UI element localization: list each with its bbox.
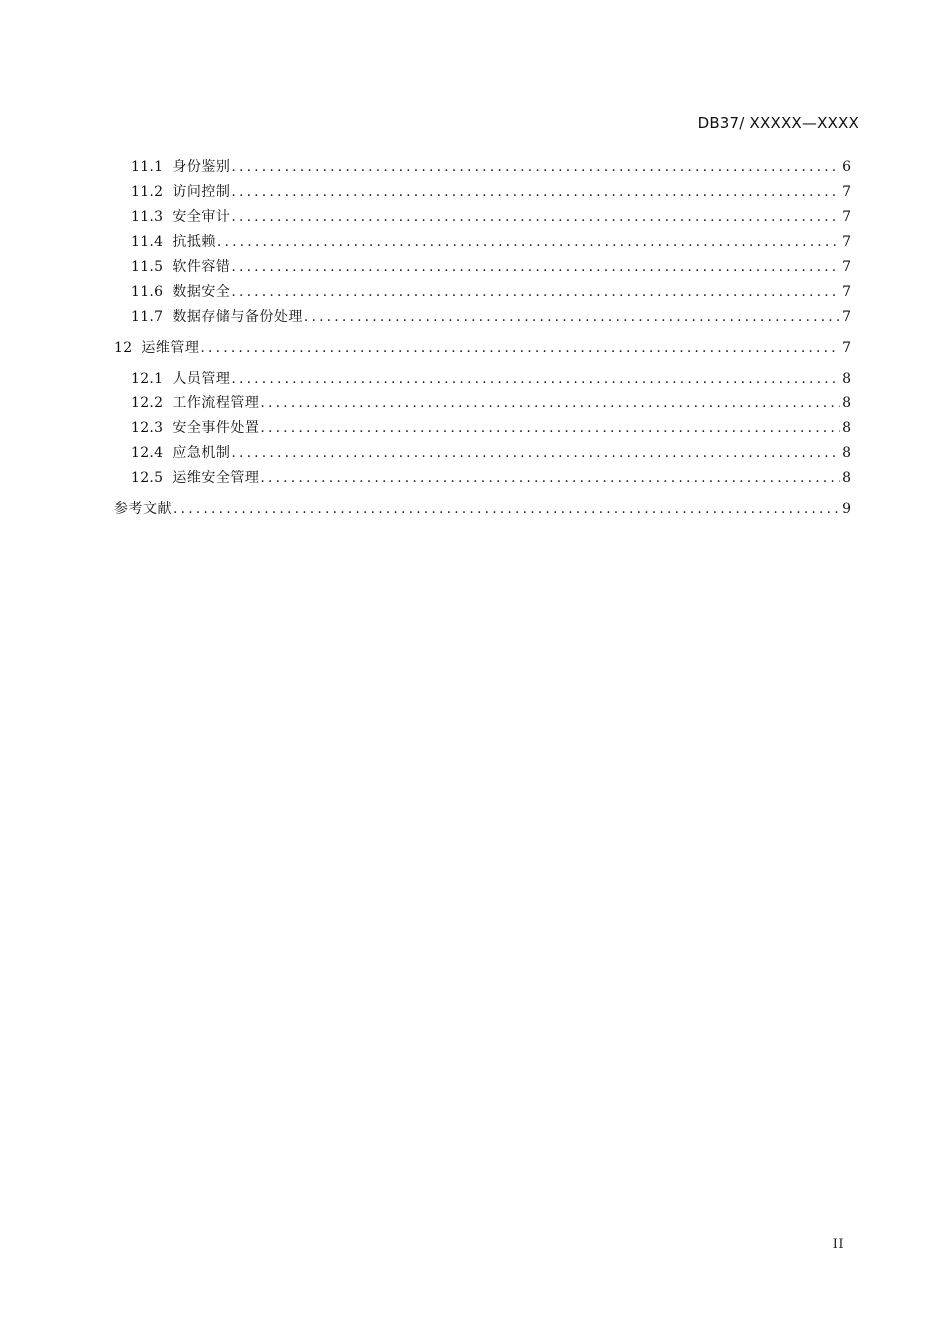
toc-entry[interactable] (0, 443, 950, 463)
toc-entry-number: 12.3 (131, 420, 164, 436)
toc-entry-page: 8 (842, 395, 851, 411)
toc-entry-page: 8 (842, 371, 851, 387)
toc-leader-dots (230, 207, 840, 227)
toc-entry-number: 12.1 (131, 371, 164, 387)
toc-entry-number: 11.7 (131, 309, 164, 325)
toc-entry-page: 7 (842, 309, 851, 325)
toc-entry-title: 访问控制 (172, 184, 231, 200)
toc-leader-dots (230, 257, 840, 277)
toc-leader-dots (230, 369, 840, 389)
toc-entry-number: 11.6 (131, 284, 164, 300)
toc-leader-dots (259, 468, 840, 488)
toc-entry-page: 7 (842, 234, 851, 250)
toc-entry-page: 8 (842, 445, 851, 461)
toc-entry-title: 身份鉴别 (172, 159, 231, 175)
toc-entry[interactable] (0, 307, 950, 327)
toc-entry[interactable] (0, 157, 950, 177)
toc-entry-number: 11.2 (131, 184, 164, 200)
toc-entry-title: 安全审计 (172, 209, 231, 225)
toc-entry[interactable] (0, 257, 950, 277)
toc-entry[interactable] (0, 369, 950, 389)
toc-leader-dots (216, 232, 840, 252)
toc-leader-dots (259, 418, 840, 438)
toc-entry-page: 8 (842, 420, 851, 436)
toc-entry[interactable] (0, 232, 950, 252)
toc-entry-page: 8 (842, 470, 851, 486)
toc-leader-dots (172, 499, 840, 519)
toc-entry-page: 7 (842, 340, 851, 356)
toc-entry-page: 7 (842, 284, 851, 300)
toc-leader-dots (230, 282, 840, 302)
toc-entry-title: 数据安全 (172, 284, 231, 300)
toc-entry-title: 抗抵赖 (172, 234, 216, 250)
toc-entry-number: 11.1 (131, 159, 164, 175)
toc-entry[interactable] (0, 418, 950, 438)
toc-entry-page: 9 (842, 501, 851, 517)
toc-leader-dots (199, 338, 840, 358)
page-number: II (832, 1237, 844, 1252)
toc-entry-number: 12.5 (131, 470, 164, 486)
toc-entry-title: 软件容错 (172, 259, 231, 275)
toc-entry-title: 运维安全管理 (172, 470, 260, 486)
document-code: DB37/ XXXXX—XXXX (697, 114, 859, 132)
toc-leader-dots (230, 157, 840, 177)
toc-entry-number: 11.3 (131, 209, 164, 225)
toc-entry-page: 7 (842, 184, 851, 200)
toc-entry[interactable] (0, 393, 950, 413)
toc-entry[interactable] (0, 207, 950, 227)
toc-entry-title: 应急机制 (172, 445, 231, 461)
toc-entry[interactable] (0, 499, 950, 519)
toc-entry[interactable] (0, 282, 950, 302)
toc-leader-dots (230, 182, 840, 202)
toc-entry-title: 运维管理 (141, 340, 200, 356)
toc-leader-dots (230, 443, 840, 463)
toc-entry-number: 12.4 (131, 445, 164, 461)
toc-entry-page: 7 (842, 259, 851, 275)
toc-leader-dots (259, 393, 840, 413)
toc-entry-title: 工作流程管理 (172, 395, 260, 411)
toc-entry[interactable] (0, 338, 950, 358)
toc-entry[interactable] (0, 182, 950, 202)
toc-entry-number: 12 (114, 340, 133, 356)
toc-entry-number: 11.5 (131, 259, 164, 275)
toc-entry-title: 安全事件处置 (172, 420, 260, 436)
toc-leader-dots (303, 307, 840, 327)
toc-entry-number: 11.4 (131, 234, 164, 250)
toc-entry-number: 12.2 (131, 395, 164, 411)
toc-entry[interactable] (0, 468, 950, 488)
toc-entry-title: 人员管理 (172, 371, 231, 387)
toc-entry-title: 数据存储与备份处理 (172, 309, 303, 325)
toc-entry-page: 7 (842, 209, 851, 225)
toc-entry-title: 参考文献 (114, 501, 172, 517)
toc-entry-page: 6 (842, 159, 851, 175)
